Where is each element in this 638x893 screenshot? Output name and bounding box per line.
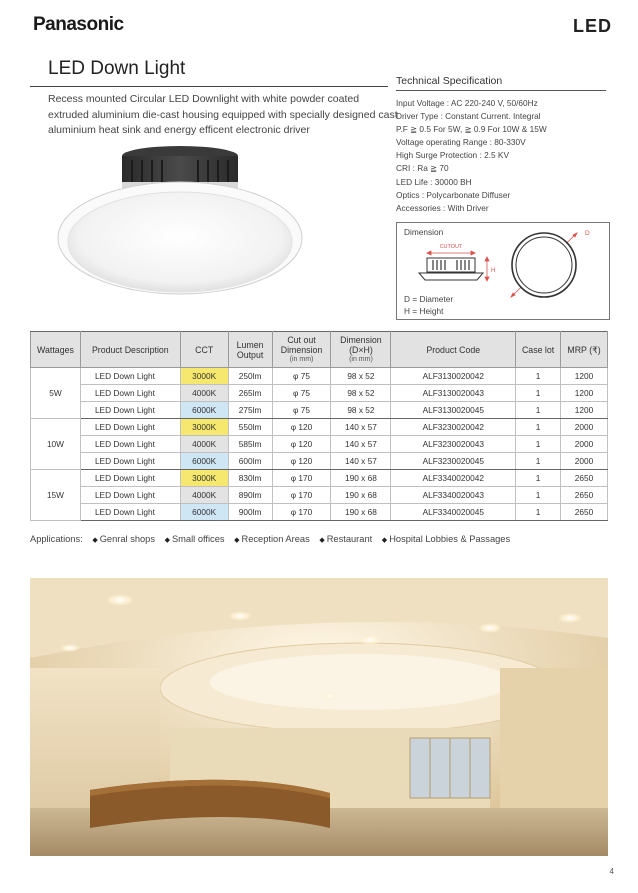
dimension-cell: 98 x 52 xyxy=(331,385,391,402)
brand-logo: Panasonic xyxy=(33,14,124,35)
header-code: Product Code xyxy=(391,332,516,368)
technical-specification xyxy=(396,75,606,215)
spec-title: Technical Specification xyxy=(396,75,606,91)
diamond-bullet-icon: ◆ xyxy=(381,537,388,544)
lumen-cell: 275lm xyxy=(228,402,272,419)
spec-list xyxy=(396,97,606,215)
description-cell: LED Down Light xyxy=(80,436,180,453)
spec-item: Accessories : With Driver xyxy=(396,202,489,213)
legend-height: H = Height xyxy=(404,306,444,316)
product-table xyxy=(30,331,608,521)
wattage-cell: 10W xyxy=(31,419,81,470)
code-cell: ALF3340020042 xyxy=(391,470,516,487)
cct-cell: 6000K xyxy=(180,453,228,470)
page-title: LED Down Light xyxy=(48,58,186,79)
table-row xyxy=(31,436,608,453)
description-cell: LED Down Light xyxy=(80,504,180,521)
header-wattages: Wattages xyxy=(31,332,81,368)
mrp-cell: 2650 xyxy=(561,504,608,521)
page-number: 4 xyxy=(609,867,614,876)
lumen-cell: 585lm xyxy=(228,436,272,453)
table-row xyxy=(31,402,608,419)
applications-label: Applications: xyxy=(30,534,83,544)
wattage-cell: 5W xyxy=(31,368,81,419)
caselot-cell: 1 xyxy=(516,436,561,453)
mrp-cell: 1200 xyxy=(561,385,608,402)
title-divider xyxy=(30,86,388,87)
application-item: ◆ Genral shops xyxy=(92,534,155,544)
mrp-cell: 2000 xyxy=(561,453,608,470)
lumen-cell: 265lm xyxy=(228,385,272,402)
caselot-cell: 1 xyxy=(516,368,561,385)
diamond-bullet-icon: ◆ xyxy=(234,537,240,544)
side-view-icon xyxy=(419,258,483,280)
cutout-cell: φ 170 xyxy=(272,470,331,487)
spec-item: Optics : Polycarbonate Diffuser xyxy=(396,189,511,200)
description-cell: LED Down Light xyxy=(80,419,180,436)
caselot-cell: 1 xyxy=(516,419,561,436)
cct-cell: 6000K xyxy=(180,504,228,521)
mrp-cell: 2650 xyxy=(561,487,608,504)
dimension-cell: 98 x 52 xyxy=(331,402,391,419)
spec-item: CRI : Ra ≧ 70 xyxy=(396,163,449,174)
code-cell: ALF3130020042 xyxy=(391,368,516,385)
cutout-cell: φ 120 xyxy=(272,419,331,436)
cct-cell: 4000K xyxy=(180,385,228,402)
cutout-cell: φ 170 xyxy=(272,504,331,521)
table-row xyxy=(31,368,608,385)
application-item: ◆ Reception Areas xyxy=(234,534,310,544)
header-cutout: Cut out Dimension (in mm) xyxy=(272,332,331,368)
code-cell: ALF3230020043 xyxy=(391,436,516,453)
cct-cell: 6000K xyxy=(180,402,228,419)
led-logo: LED xyxy=(573,16,612,36)
spec-item: P.F ≧ 0.5 For 5W, ≧ 0.9 For 10W & 15W xyxy=(396,124,547,135)
description-cell: LED Down Light xyxy=(80,453,180,470)
dimension-cell: 98 x 52 xyxy=(331,368,391,385)
description-cell: LED Down Light xyxy=(80,487,180,504)
wattage-cell: 15W xyxy=(31,470,81,521)
caselot-cell: 1 xyxy=(516,487,561,504)
downlight-product-image xyxy=(50,138,310,308)
table-row xyxy=(31,504,608,521)
mrp-cell: 2000 xyxy=(561,419,608,436)
height-label: H xyxy=(491,268,496,274)
dimension-legend xyxy=(404,293,453,317)
cct-cell: 4000K xyxy=(180,487,228,504)
cutout-cell: φ 120 xyxy=(272,436,331,453)
lumen-cell: 250lm xyxy=(228,368,272,385)
application-item: ◆ Restaurant xyxy=(319,534,373,544)
code-cell: ALF3230020042 xyxy=(391,419,516,436)
header-dimension: Dimension (D×H) (in mm) xyxy=(331,332,391,368)
lumen-cell: 600lm xyxy=(228,453,272,470)
diameter-label: D xyxy=(585,230,590,237)
interior-reception-photo xyxy=(30,578,608,856)
description-cell: LED Down Light xyxy=(80,402,180,419)
dimension-cell: 140 x 57 xyxy=(331,436,391,453)
lumen-cell: 900lm xyxy=(228,504,272,521)
product-intro: Recess mounted Circular LED Downlight with white powder coated extruded aluminium die-cast housing equipped with specially designed cast aluminium heat sink and energy efficent electronic driver xyxy=(48,93,398,136)
description-cell: LED Down Light xyxy=(80,385,180,402)
header-lumen: Lumen Output xyxy=(228,332,272,368)
cutout-cell: φ 75 xyxy=(272,402,331,419)
dimension-cell: 140 x 57 xyxy=(331,453,391,470)
code-cell: ALF3230020045 xyxy=(391,453,516,470)
dimension-cell: 190 x 68 xyxy=(331,504,391,521)
diamond-bullet-icon: ◆ xyxy=(164,537,170,544)
table-row xyxy=(31,470,608,487)
cct-cell: 3000K xyxy=(180,470,228,487)
code-cell: ALF3340020043 xyxy=(391,487,516,504)
header-caselot: Case lot xyxy=(516,332,561,368)
caselot-cell: 1 xyxy=(516,402,561,419)
front-view-icon xyxy=(512,233,576,297)
description-cell: LED Down Light xyxy=(80,368,180,385)
dimension-box xyxy=(396,222,610,320)
mrp-cell: 2650 xyxy=(561,470,608,487)
cct-cell: 3000K xyxy=(180,419,228,436)
description-cell: LED Down Light xyxy=(80,470,180,487)
caselot-cell: 1 xyxy=(516,470,561,487)
spec-item: LED Life : 30000 BH xyxy=(396,176,472,187)
dimension-title: Dimension xyxy=(404,227,444,237)
caselot-cell: 1 xyxy=(516,504,561,521)
cutout-cell: φ 75 xyxy=(272,368,331,385)
lumen-cell: 830lm xyxy=(228,470,272,487)
applications-line xyxy=(30,534,510,544)
cutout-cell: φ 120 xyxy=(272,453,331,470)
spec-item: Driver Type : Constant Current. Integral xyxy=(396,111,541,122)
code-cell: ALF3130020045 xyxy=(391,402,516,419)
table-row xyxy=(31,419,608,436)
dimension-cell: 190 x 68 xyxy=(331,487,391,504)
diamond-bullet-icon: ◆ xyxy=(92,537,98,544)
cutout-label: CUTOUT xyxy=(439,244,463,250)
diamond-bullet-icon: ◆ xyxy=(319,537,325,544)
lumen-cell: 890lm xyxy=(228,487,272,504)
table-row xyxy=(31,385,608,402)
lumen-cell: 550lm xyxy=(228,419,272,436)
dimension-cell: 190 x 68 xyxy=(331,470,391,487)
mrp-cell: 2000 xyxy=(561,436,608,453)
header-description: Product Description xyxy=(80,332,180,368)
cutout-cell: φ 75 xyxy=(272,385,331,402)
legend-diameter: D = Diameter xyxy=(404,294,454,304)
code-cell: ALF3340020045 xyxy=(391,504,516,521)
mrp-cell: 1200 xyxy=(561,368,608,385)
spec-item: Input Voltage : AC 220-240 V, 50/60Hz xyxy=(396,98,538,108)
header-mrp: MRP (₹) xyxy=(561,332,608,368)
table-row xyxy=(31,487,608,504)
caselot-cell: 1 xyxy=(516,453,561,470)
table-row xyxy=(31,453,608,470)
table-header-row xyxy=(31,332,608,368)
cutout-cell: φ 170 xyxy=(272,487,331,504)
header-cct: CCT xyxy=(180,332,228,368)
code-cell: ALF3130020043 xyxy=(391,385,516,402)
spec-item: High Surge Protection : 2.5 KV xyxy=(396,150,509,161)
application-item: ◆ Small offices xyxy=(164,534,225,544)
caselot-cell: 1 xyxy=(516,385,561,402)
mrp-cell: 1200 xyxy=(561,402,608,419)
dimension-cell: 140 x 57 xyxy=(331,419,391,436)
application-item: ◆ Hospital Lobbies & Passages xyxy=(381,534,511,544)
spec-item: Voltage operating Range : 80-330V xyxy=(396,137,526,148)
cct-cell: 4000K xyxy=(180,436,228,453)
cct-cell: 3000K xyxy=(180,368,228,385)
